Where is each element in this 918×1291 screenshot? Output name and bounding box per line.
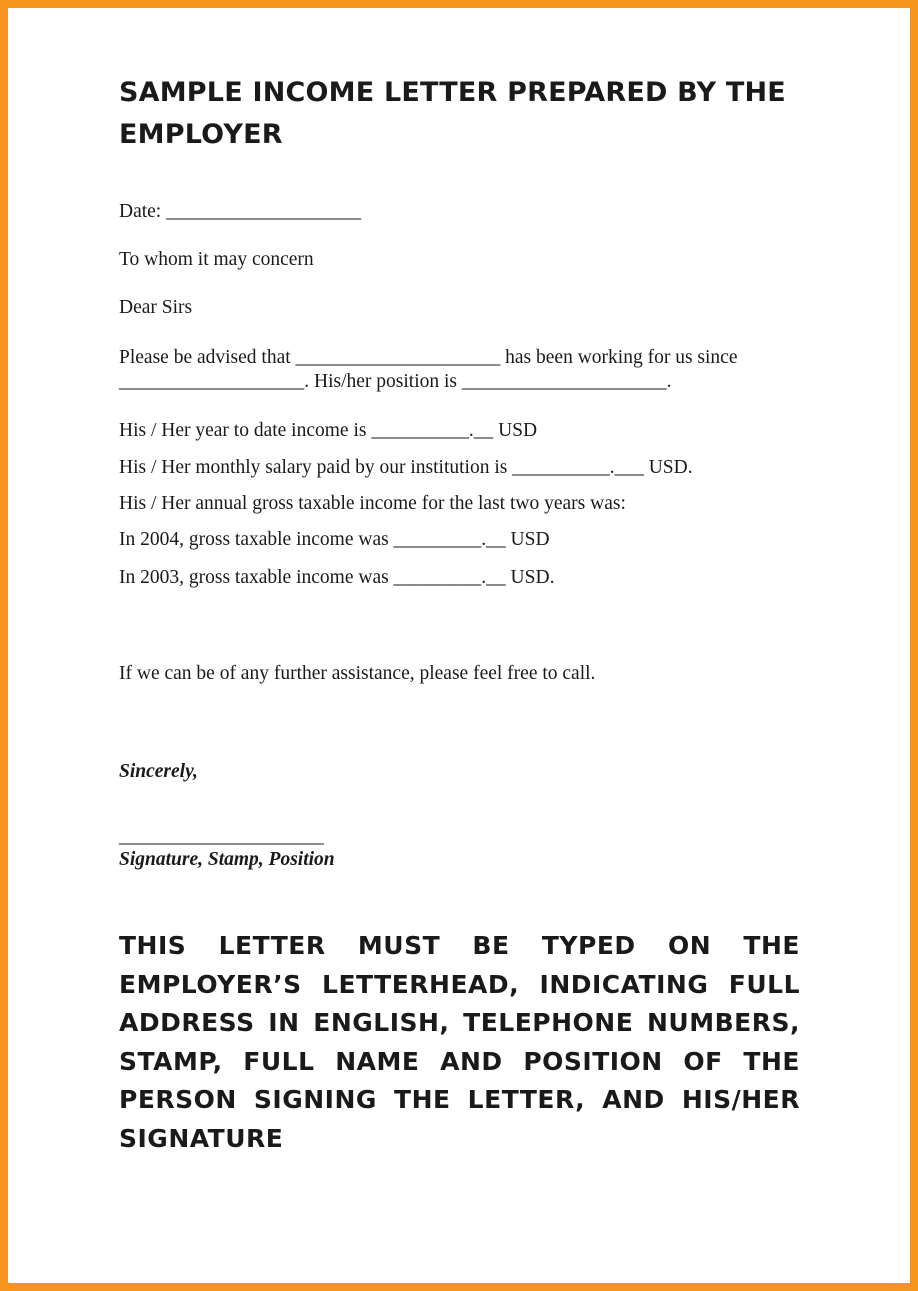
assistance-line: If we can be of any further assistance, please feel free to call. (119, 663, 596, 684)
document-title: SAMPLE INCOME LETTER PREPARED BY THE EMPLOYER (119, 77, 786, 150)
closing-sincerely: Sincerely, (119, 761, 198, 782)
signature-caption: Signature, Stamp, Position (119, 849, 335, 870)
date-line: Date: ____________________ (119, 201, 362, 222)
ytd-income-line: His / Her year to date income is __________.__ USD (119, 420, 538, 441)
annual-income-intro: His / Her annual gross taxable income for the last two years was: (119, 493, 626, 514)
salutation-concern: To whom it may concern (119, 249, 314, 270)
signature-line: _____________________ (119, 826, 324, 847)
income-2003-line: In 2003, gross taxable income was _________.__ USD. (119, 567, 555, 588)
letterhead-notice: THIS LETTER MUST BE TYPED ON THE EMPLOYER’S LETTERHEAD, INDICATING FULL ADDRESS IN ENGLISH, TELEPHONE NUMBERS, STAMP, FULL NAME AND POSITION OF THE PERSON SIGNING THE LETTER, AND HIS/HER SIGNATURE (119, 931, 800, 1153)
income-2004-line: In 2004, gross taxable income was _________.__ USD (119, 529, 550, 550)
advised-line-1: Please be advised that _____________________ has been working for us since (119, 347, 738, 368)
monthly-salary-line: His / Her monthly salary paid by our institution is __________.___ USD. (119, 457, 693, 478)
salutation-dear-sirs: Dear Sirs (119, 297, 193, 318)
advised-line-2: ___________________. His/her position is _____________________. (119, 371, 672, 392)
